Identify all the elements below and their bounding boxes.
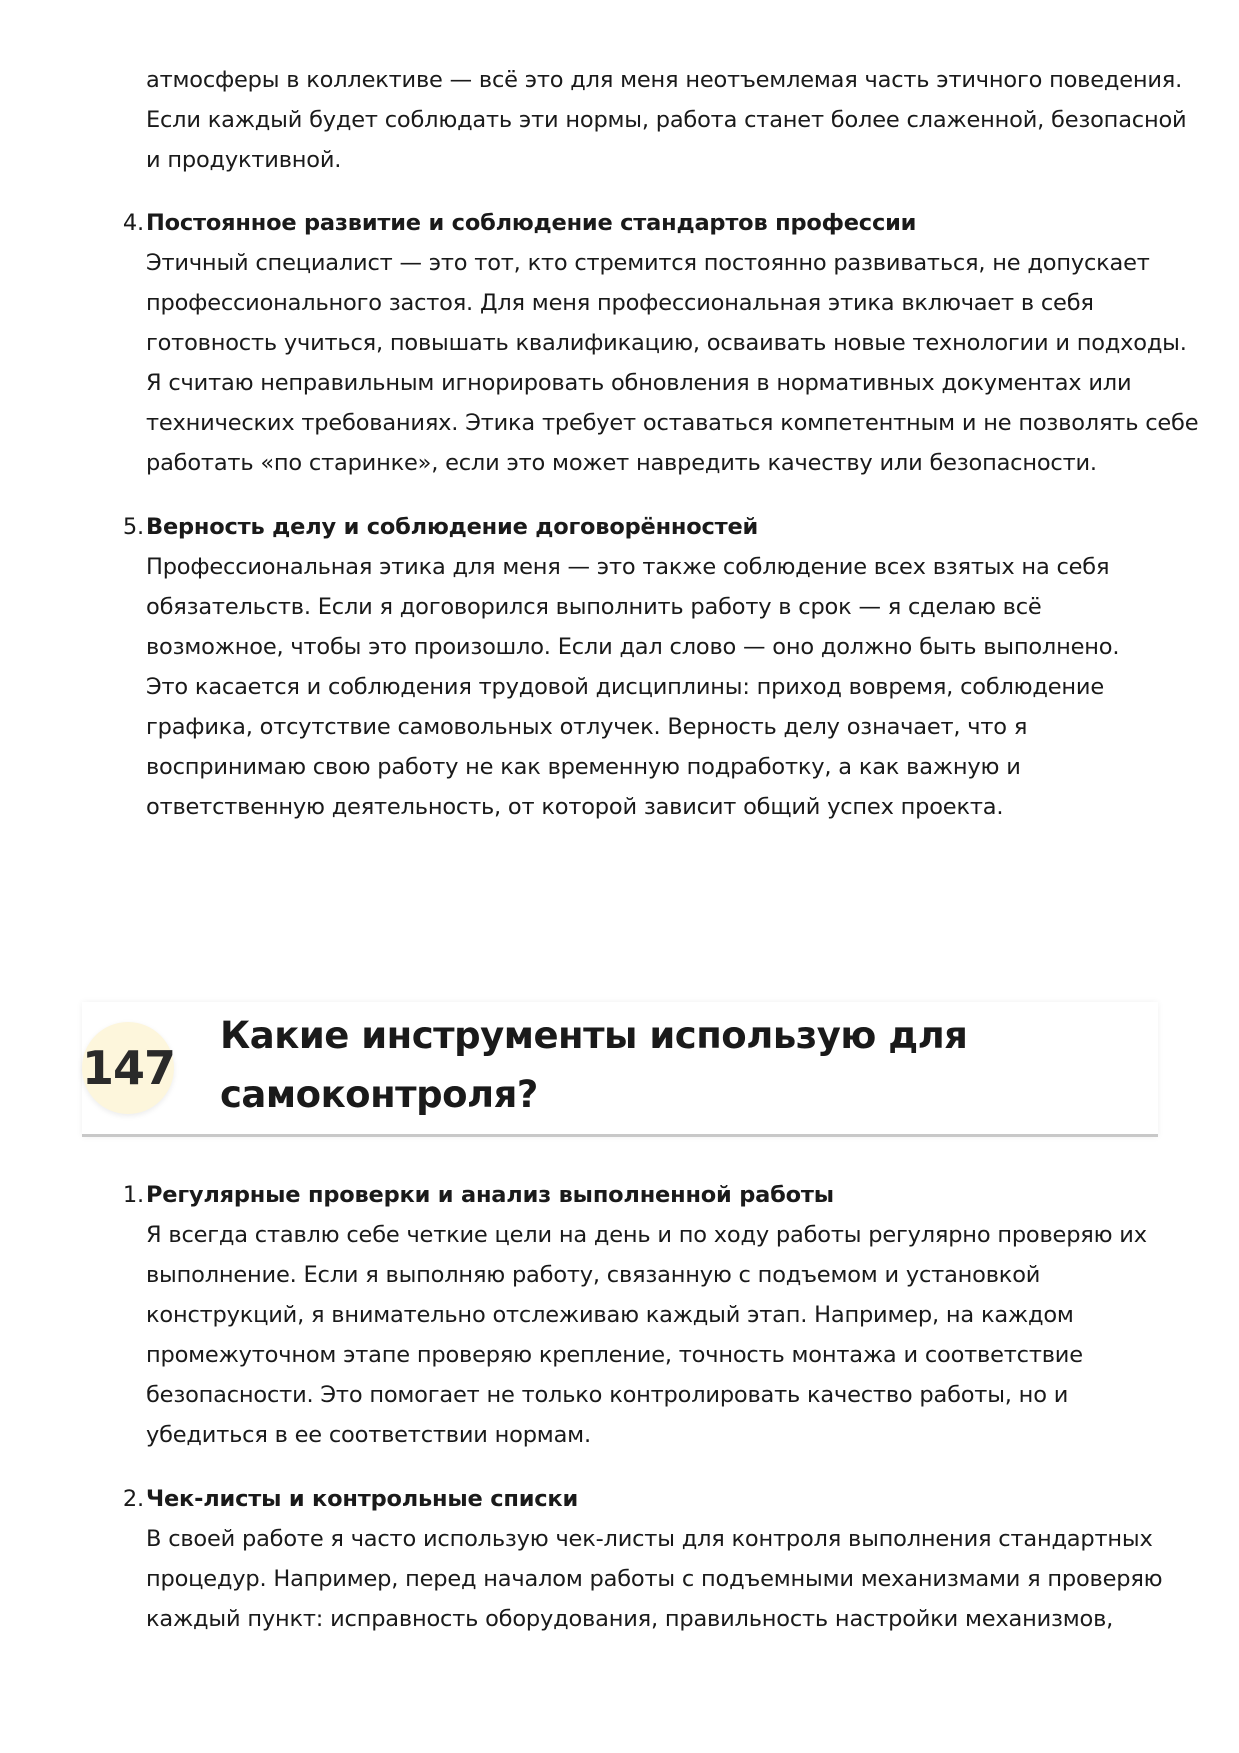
list-item-title: Верность делу и соблюдение договорённостей <box>146 514 759 540</box>
continuation-paragraph <box>146 60 1187 180</box>
text-line: обязательств. Если я договорился выполнить работу в срок — я сделаю всё <box>146 594 1042 620</box>
text-line: промежуточном этапе проверяю крепление, точность монтажа и соответствие <box>146 1342 1083 1368</box>
text-line: Это касается и соблюдения трудовой дисциплины: приход вовремя, соблюдение <box>146 674 1104 700</box>
text-line: безопасности. Это помогает не только контролировать качество работы, но и <box>146 1382 1069 1408</box>
text-line: технических требованиях. Этика требует оставаться компетентным и не позволять себе <box>146 410 1199 436</box>
list-number: 5. <box>122 514 144 540</box>
list-item <box>122 203 1199 483</box>
text-line: и продуктивной. <box>146 147 342 173</box>
text-line: каждый пункт: исправность оборудования, правильность настройки механизмов, <box>146 1606 1114 1632</box>
text-line: конструкций, я внимательно отслеживаю каждый этап. Например, на каждом <box>146 1302 1074 1328</box>
list-item <box>122 1479 1166 1639</box>
section-title-line: Какие инструменты использую для <box>220 1014 968 1057</box>
text-line: работать «по старинке», если это может навредить качеству или безопасности. <box>146 450 1097 476</box>
text-line: графика, отсутствие самовольных отлучек. Верность делу означает, что я <box>146 714 1028 740</box>
text-line: Я считаю неправильным игнорировать обновления в нормативных документах или <box>146 370 1132 396</box>
text-line: выполнение. Если я выполняю работу, связанную с подъемом и установкой <box>146 1262 1041 1288</box>
section-header <box>82 1002 1158 1137</box>
text-line: убедиться в ее соответствии нормам. <box>146 1422 591 1448</box>
text-line: профессионального застоя. Для меня профессиональная этика включает в себя <box>146 290 1094 316</box>
list-number: 1. <box>122 1182 144 1208</box>
text-line: Этичный специалист — это тот, кто стремится постоянно развиваться, не допускает <box>146 250 1150 276</box>
list-item <box>122 1175 1166 1455</box>
text-line: Я всегда ставлю себе четкие цели на день и по ходу работы регулярно проверяю их <box>146 1222 1147 1248</box>
text-line: атмосферы в коллективе — всё это для меня неотъемлемая часть этичного поведения. <box>146 67 1183 93</box>
list-item-title: Чек-листы и контрольные списки <box>146 1486 579 1512</box>
text-line: готовность учиться, повышать квалификацию, осваивать новые технологии и подходы. <box>146 330 1187 356</box>
text-line: Если каждый будет соблюдать эти нормы, работа станет более слаженной, безопасной <box>146 107 1187 133</box>
list-item-title: Постоянное развитие и соблюдение стандартов профессии <box>146 210 917 236</box>
section-title <box>220 1006 1120 1124</box>
text-line: В своей работе я часто использую чек-листы для контроля выполнения стандартных <box>146 1526 1153 1552</box>
text-line: Профессиональная этика для меня — это также соблюдение всех взятых на себя <box>146 554 1110 580</box>
text-line: процедур. Например, перед началом работы с подъемными механизмами я проверяю <box>146 1566 1163 1592</box>
text-line: ответственную деятельность, от которой зависит общий успех проекта. <box>146 794 1004 820</box>
section-title-line: самоконтроля? <box>220 1073 538 1116</box>
question-number-badge: 147 <box>82 1022 174 1114</box>
list-item <box>122 507 1166 827</box>
list-number: 2. <box>122 1486 144 1512</box>
text-line: воспринимаю свою работу не как временную подработку, а как важную и <box>146 754 1021 780</box>
list-number: 4. <box>122 210 144 236</box>
list-item-title: Регулярные проверки и анализ выполненной работы <box>146 1182 834 1208</box>
text-line: возможное, чтобы это произошло. Если дал слово — оно должно быть выполнено. <box>146 634 1120 660</box>
